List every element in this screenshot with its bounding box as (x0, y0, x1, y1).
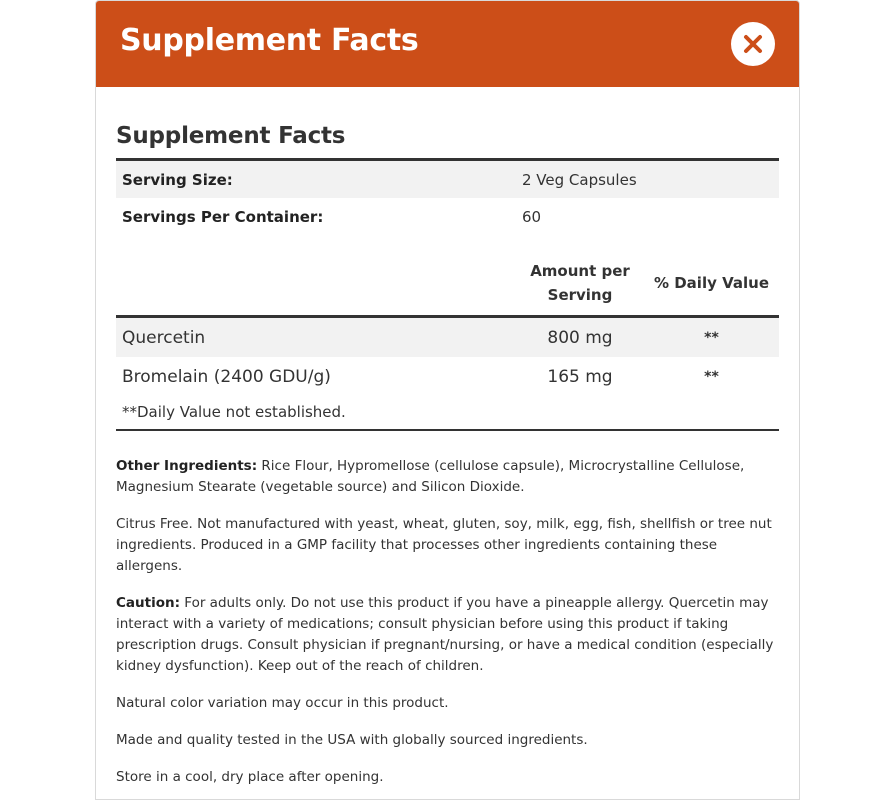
serving-size-row (116, 161, 779, 198)
ingredient-amount: 165 mg (547, 366, 613, 387)
close-icon (743, 34, 763, 54)
close-button[interactable] (731, 22, 775, 66)
serving-size-value: 2 Veg Capsules (522, 170, 637, 189)
servings-value: 60 (522, 207, 542, 226)
other-ingredients-label: Other Ingredients: (116, 458, 258, 474)
ingredient-amount: 800 mg (547, 327, 613, 348)
color-variation-note: Natural color variation may occur in this product. (116, 695, 449, 711)
daily-value-column-header: % Daily Value (653, 274, 769, 292)
other-ingredients-text: Rice Flour, Hypromellose (cellulose capsule), Microcrystalline Cellulose, Magnesium Stearate (vegetable source) and Silicon Dioxide. (116, 458, 745, 495)
amount-column-header (516, 259, 644, 307)
column-headers (116, 255, 779, 311)
modal-header (96, 1, 799, 87)
ingredient-name: Bromelain (2400 GDU/g) (122, 366, 331, 387)
usa-made-note: Made and quality tested in the USA with globally sourced ingredients. (116, 732, 588, 748)
amount-header-line2: Serving (547, 286, 613, 304)
other-ingredients (116, 456, 779, 498)
amount-header-line1: Amount per (530, 262, 630, 280)
supplement-facts-modal (95, 0, 800, 800)
ingredient-name: Quercetin (122, 327, 206, 348)
caution-label: Caution: (116, 595, 180, 611)
facts-heading: Supplement Facts (116, 123, 346, 149)
modal-title: Supplement Facts (120, 23, 419, 58)
caution-statement (116, 593, 779, 677)
ingredient-daily-value: ** (704, 329, 719, 346)
ingredient-daily-value: ** (704, 368, 719, 385)
serving-size-label: Serving Size: (122, 170, 233, 189)
daily-value-footnote: **Daily Value not established. (122, 403, 346, 421)
divider (116, 429, 779, 431)
servings-label: Servings Per Container: (122, 207, 324, 226)
modal-body (96, 123, 799, 788)
caution-text: For adults only. Do not use this product if you have a pineapple allergy. Quercetin may interact with a variety of medications; consult physician before using this product if taking prescription drugs. Consult physician if pregnant/nursing, or have a medical condition (especially kidney dysfunction). Keep out of the reach of children. (116, 595, 774, 674)
table-row (116, 318, 779, 357)
table-row (116, 357, 779, 396)
allergen-statement: Citrus Free. Not manufactured with yeast, wheat, gluten, soy, milk, egg, fish, shellfish or tree nut ingredients. Produced in a GMP facility that processes other ingredients containing these allergens. (116, 516, 772, 574)
servings-per-container-row (116, 198, 779, 235)
storage-note: Store in a cool, dry place after opening. (116, 769, 384, 785)
